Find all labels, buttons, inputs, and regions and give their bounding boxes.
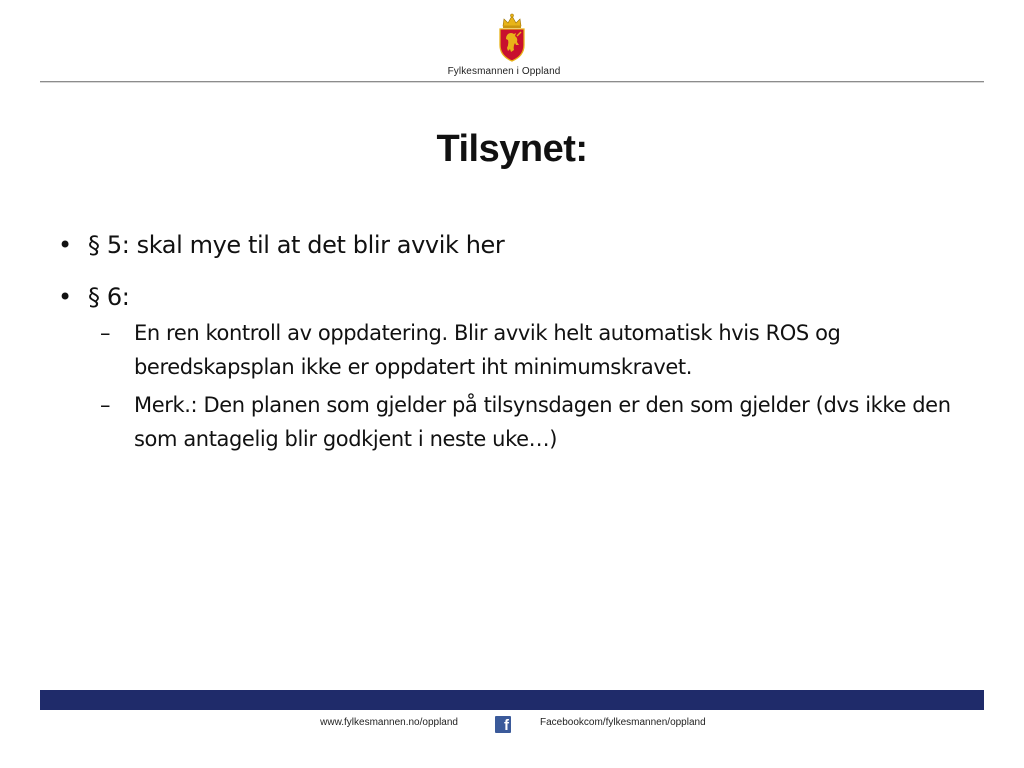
- sub-bullet-marker: –: [100, 321, 111, 345]
- footer-band: [40, 690, 984, 710]
- sub-bullet-marker: –: [100, 393, 111, 417]
- facebook-icon[interactable]: f: [495, 716, 511, 733]
- bullet-text: § 6:: [88, 283, 130, 311]
- sub-bullet-item: [58, 316, 978, 384]
- bullet-marker: •: [58, 283, 72, 311]
- footer-website-link[interactable]: www.fylkesmannen.no/oppland: [320, 717, 458, 728]
- slide-body: [58, 228, 978, 460]
- slide-title: Tilsynet:: [436, 128, 588, 170]
- sub-bullet-text: Merk.: Den planen som gjelder på tilsynsdagen er den som gjelder (dvs ikke den som antagelig blir godkjent i neste uke…): [134, 393, 951, 451]
- bullet-item: [58, 228, 978, 262]
- sub-bullet-item: [58, 388, 978, 456]
- bullet-text: § 5: skal mye til at det blir avvik her: [88, 231, 505, 259]
- footer-facebook-link[interactable]: Facebookcom/fylkesmannen/oppland: [540, 717, 706, 728]
- bullet-marker: •: [58, 231, 72, 259]
- header-divider: [40, 81, 984, 82]
- sub-bullet-text: En ren kontroll av oppdatering. Blir avvik helt automatisk hvis ROS og beredskapsplan ikke er oppdatert iht minimumskravet.: [134, 321, 841, 379]
- bullet-item: [58, 280, 978, 314]
- norwegian-coat-of-arms-icon: [495, 12, 529, 62]
- organization-name: Fylkesmannen i Oppland: [447, 66, 561, 77]
